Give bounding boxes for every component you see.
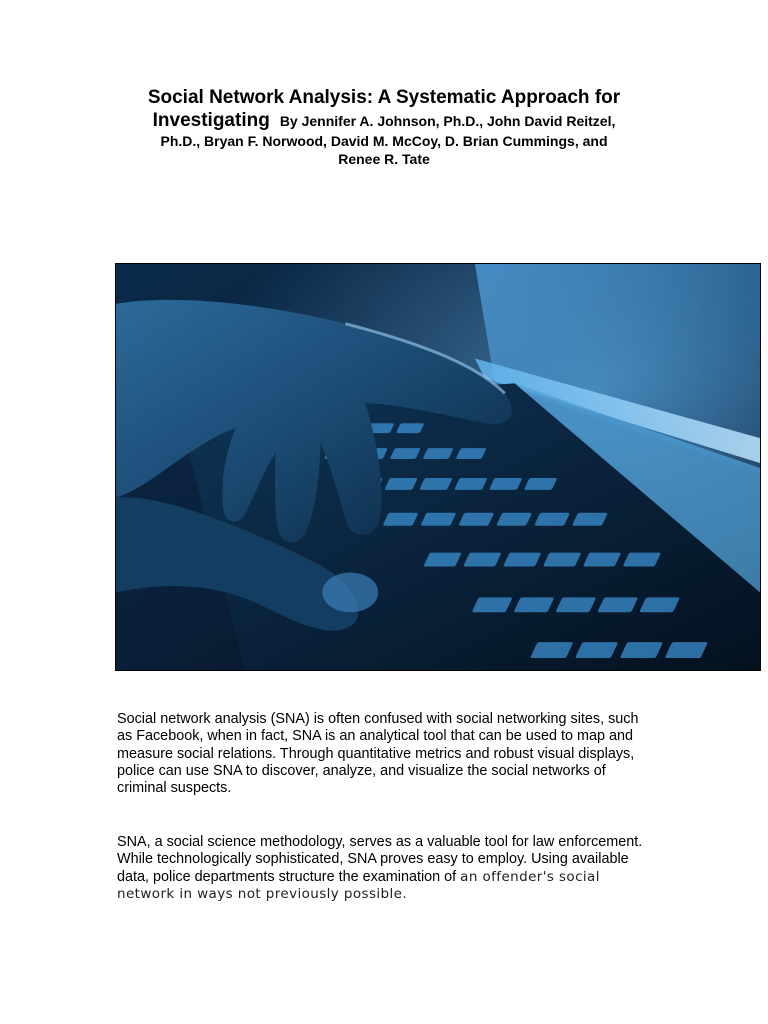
document-title-word: Investigating [152,110,270,131]
author-byline-line-2: Ph.D., Bryan F. Norwood, David M. McCoy, D. Brian Cummings, and [160,133,608,149]
methodology-paragraph-tail: an offender's social network in ways not previously possible. [117,868,600,902]
methodology-paragraph [117,834,657,903]
document-title-block [110,86,658,168]
document-title-line-2 [110,110,658,132]
author-byline-start: By Jennifer A. Johnson, Ph.D., John David Reitzel, [279,113,616,129]
methodology-paragraph-main: SNA, a social science methodology, serves as a valuable tool for law enforcement. While technologically sophisticated, SNA proves easy to employ. Using available data, police departments structure the examination of [117,834,643,885]
author-byline-line-3: Renee R. Tate [338,151,430,167]
intro-paragraph: Social network analysis (SNA) is often confused with social networking sites, such as Facebook, when in fact, SNA is an analytical tool that can be used to map and measure social relations. Through quantitative metrics and robust visual displays, police can use SNA to discover, analyze, and visualize the social networks of criminal suspects. [117,711,639,797]
document-title: Social Network Analysis: A Systematic Approach for [147,87,621,108]
hand-typing-illustration [116,264,760,670]
laptop-keyboard-photo [115,263,761,671]
